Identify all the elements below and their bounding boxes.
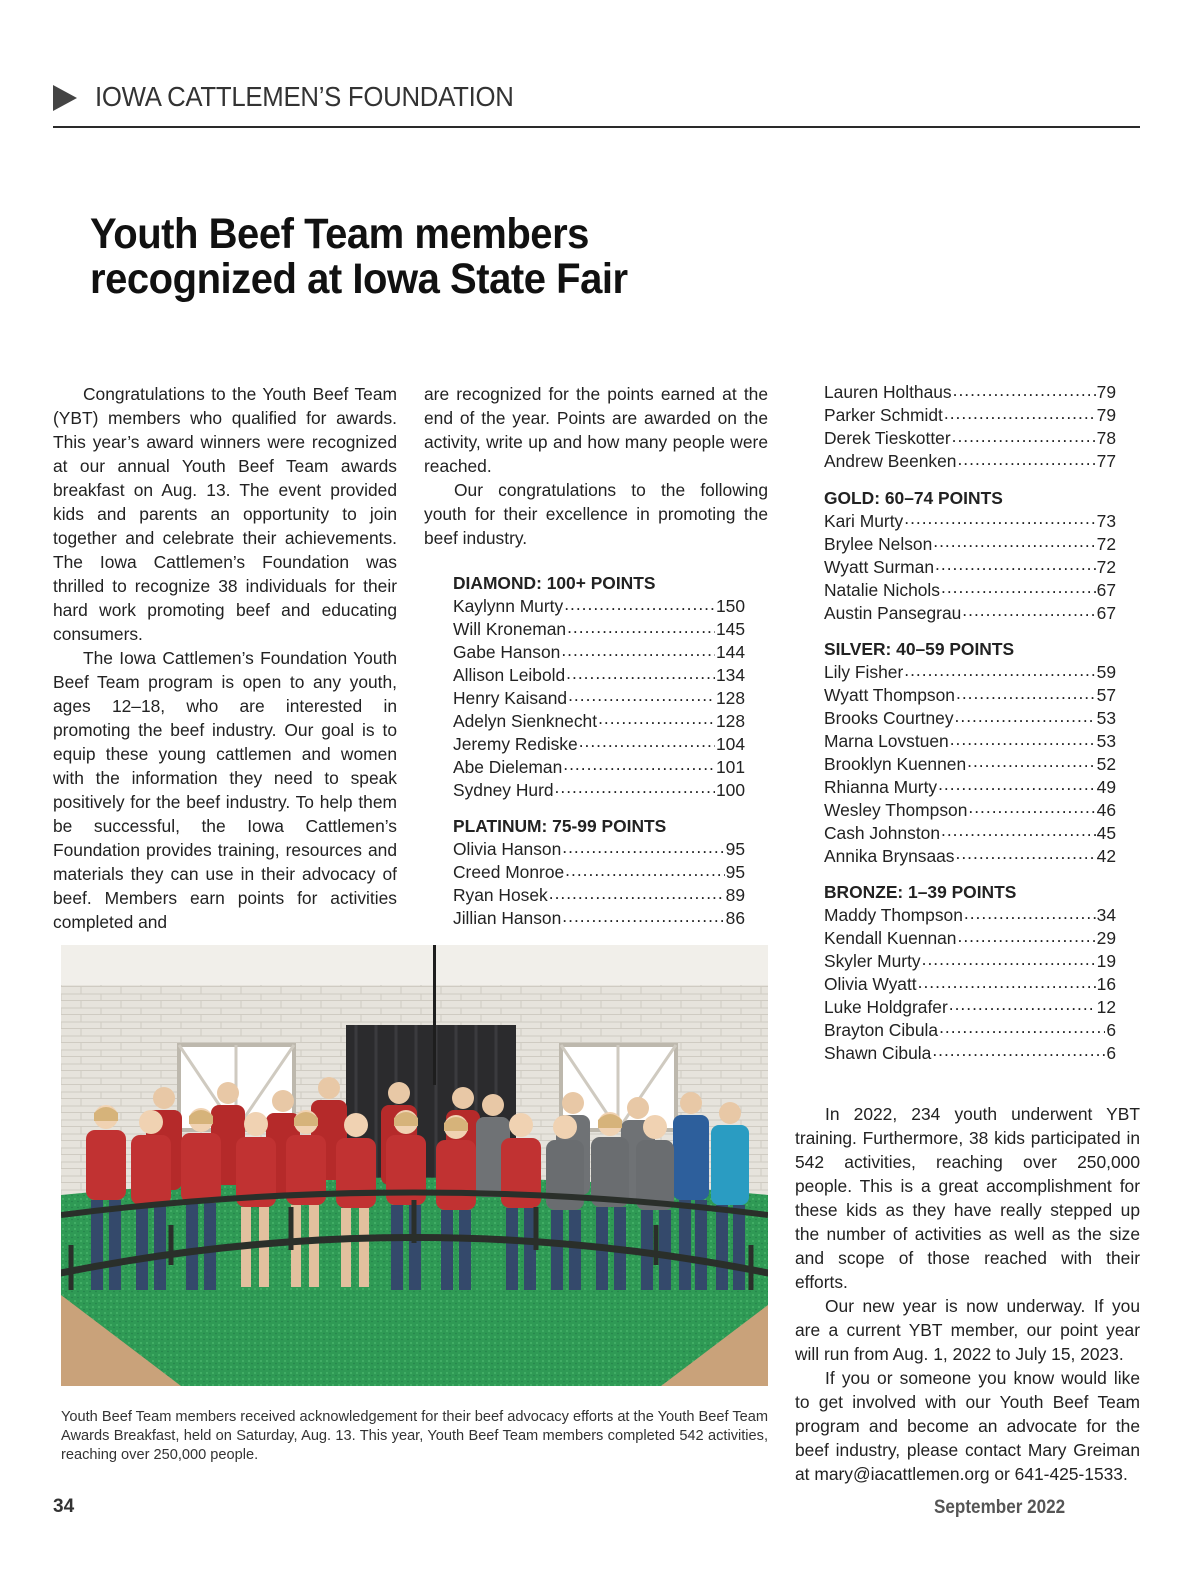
member-name: Wyatt Thompson	[824, 685, 955, 706]
member-name: Brylee Nelson	[824, 533, 933, 554]
award-category-title: DIAMOND: 100+ POINTS	[453, 573, 656, 593]
member-name: Abe Dieleman	[453, 756, 563, 777]
dot-leader	[567, 618, 715, 635]
award-entry	[824, 427, 1116, 450]
award-category-title: PLATINUM: 75-99 POINTS	[453, 816, 667, 837]
dot-leader	[904, 661, 1095, 678]
member-name: Gabe Hanson	[453, 642, 561, 663]
award-category-title: GOLD: 60–74 POINTS	[824, 487, 1003, 508]
award-entry	[824, 730, 1116, 753]
award-entry	[453, 687, 745, 710]
award-entry	[453, 838, 745, 861]
award-list-column-3	[824, 381, 1116, 1064]
member-name: Marna Lovstuen	[824, 731, 949, 752]
member-name: Ryan Hosek	[453, 885, 548, 906]
award-entry	[824, 684, 1116, 707]
award-entry	[824, 798, 1116, 821]
member-name: Natalie Nichols	[824, 579, 940, 600]
group-photo-illustration	[61, 945, 768, 1386]
member-name: Brooks Courtney	[824, 708, 954, 729]
member-points: 53	[1096, 708, 1116, 729]
award-entry	[824, 1018, 1116, 1041]
dot-leader	[904, 510, 1095, 527]
dot-leader	[956, 844, 1096, 861]
member-points: 145	[715, 619, 745, 640]
award-entry	[824, 904, 1116, 927]
dot-leader	[566, 664, 715, 681]
member-points: 128	[715, 687, 745, 708]
member-points: 67	[1096, 579, 1116, 600]
award-entry	[453, 755, 745, 778]
member-name: Maddy Thompson	[824, 905, 963, 926]
member-name: Olivia Hanson	[453, 839, 562, 860]
member-name: Henry Kaisand	[453, 687, 568, 708]
award-entry	[453, 907, 745, 930]
photo-caption: Youth Beef Team members received acknowledgement for their beef advocacy efforts at the Youth Beef Team Awards Breakfast, held on Saturday, Aug. 13. This year, Youth Beef Team members completed 542 activities, reaching over 250,000 people.	[61, 1409, 768, 1463]
member-points: 78	[1096, 428, 1116, 449]
member-name: Shawn Cibula	[824, 1042, 932, 1063]
award-entry	[824, 381, 1116, 404]
gold-list	[824, 510, 1116, 624]
dot-leader	[555, 778, 715, 795]
dot-leader	[949, 996, 1096, 1013]
member-points: 79	[1096, 405, 1116, 426]
award-entry	[824, 844, 1116, 867]
body-paragraph: Congratulations to the Youth Beef Team (YBT) members who qualified for awards. This year’s award winners were recognized at our annual Youth Beef Team awards breakfast on Aug. 13. The event provided kids and parents an opportunity to join together and celebrate their achievements. The Iowa Cattlemen’s Foundation was thrilled to recognize 38 individuals for their hard work promoting beef and educating consumers.	[53, 384, 397, 644]
award-entry	[824, 1041, 1116, 1064]
member-name: Annika Brynsaas	[824, 845, 955, 866]
issue-date: September 2022	[934, 1497, 1066, 1518]
award-entry	[453, 618, 745, 641]
member-points: 29	[1096, 928, 1116, 949]
member-points: 19	[1096, 951, 1116, 972]
body-paragraph: Our congratulations to the following youth for their excellence in promoting the beef industry.	[424, 480, 768, 548]
award-category-title: SILVER: 40–59 POINTS	[824, 639, 1015, 660]
member-points: 150	[715, 596, 745, 617]
award-entry	[824, 601, 1116, 624]
member-name: Kaylynn Murty	[453, 596, 564, 617]
award-entry	[824, 578, 1116, 601]
dot-leader	[565, 861, 724, 878]
dot-leader	[564, 595, 715, 612]
member-points: 53	[1096, 731, 1116, 752]
award-entry	[453, 732, 745, 755]
member-points: 134	[715, 665, 745, 686]
member-name: Derek Tieskotter	[824, 428, 951, 449]
award-entry	[824, 996, 1116, 1019]
member-points: 101	[715, 756, 745, 777]
member-points: 59	[1096, 662, 1116, 683]
body-paragraph: In 2022, 234 youth underwent YBT training. Furthermore, 38 kids participated in 542 activities, reaching over 250,000 people. This is a great accomplishment for these kids as they have really stepped up the number of activities as well as the size and scope of those reached with their efforts.	[795, 1104, 1140, 1292]
member-points: 72	[1096, 533, 1116, 554]
member-name: Rhianna Murty	[824, 776, 938, 797]
dot-leader	[932, 1041, 1105, 1058]
dot-leader	[549, 884, 725, 901]
dot-leader	[968, 798, 1095, 815]
dot-leader	[563, 755, 715, 772]
section-label: IOWA CATTLEMEN’S FOUNDATION	[95, 81, 514, 112]
member-name: Kari Murty	[824, 510, 904, 531]
body-column-2	[424, 382, 768, 550]
award-entry	[824, 775, 1116, 798]
member-name: Jillian Hanson	[453, 908, 562, 929]
member-points: 144	[715, 642, 745, 663]
member-name: Parker Schmidt	[824, 405, 943, 426]
member-name: Andrew Beenken	[824, 451, 957, 472]
dot-leader	[922, 950, 1096, 967]
platinum-list	[453, 838, 745, 930]
member-points: 86	[725, 908, 745, 929]
body-paragraph: If you or someone you know would like to get involved with our Youth Beef Team program and become an advocate for the beef industry, please contact Mary Greiman at mary@iacattlemen.org or 641-425-1533.	[795, 1368, 1140, 1484]
dot-leader	[935, 555, 1096, 572]
award-list-column-2	[453, 571, 745, 930]
member-name: Lily Fisher	[824, 662, 904, 683]
triangle-bullet-icon	[53, 85, 77, 111]
member-points: 67	[1096, 602, 1116, 623]
member-points: 104	[715, 733, 745, 754]
member-name: Cash Johnston	[824, 822, 941, 843]
dot-leader	[953, 381, 1096, 398]
award-entry	[453, 595, 745, 618]
member-points: 128	[715, 710, 745, 731]
member-name: Adelyn Sienknecht	[453, 710, 598, 731]
member-name: Creed Monroe	[453, 862, 565, 883]
body-paragraph: are recognized for the points earned at the end of the year. Points are awarded on the activity, write up and how many people were reached.	[424, 384, 768, 476]
award-entry	[824, 532, 1116, 555]
dot-leader	[957, 927, 1095, 944]
award-entry	[824, 753, 1116, 776]
member-points: 42	[1096, 845, 1116, 866]
dot-leader	[952, 427, 1096, 444]
member-points: 95	[725, 862, 745, 883]
article-headline: Youth Beef Team members recognized at Iowa State Fair	[90, 210, 628, 303]
award-entry	[824, 973, 1116, 996]
section-header	[53, 80, 1140, 128]
member-name: Wesley Thompson	[824, 799, 968, 820]
silver-list	[824, 661, 1116, 867]
award-entry	[824, 450, 1116, 473]
award-entry	[453, 884, 745, 907]
award-entry	[453, 709, 745, 732]
dot-leader	[918, 973, 1096, 990]
member-name: Luke Holdgrafer	[824, 996, 948, 1017]
award-entry	[824, 821, 1116, 844]
award-entry	[453, 641, 745, 664]
award-category-title: BRONZE: 1–39 POINTS	[824, 882, 1017, 903]
award-entry	[453, 778, 745, 801]
dot-leader	[964, 904, 1096, 921]
body-column-3	[795, 1102, 1140, 1486]
dot-leader	[962, 601, 1095, 618]
dot-leader	[955, 707, 1096, 724]
member-name: Will Kroneman	[453, 619, 567, 640]
platinum-list-continued	[824, 381, 1116, 473]
member-points: 95	[725, 839, 745, 860]
member-points: 16	[1096, 974, 1116, 995]
member-name: Brooklyn Kuennen	[824, 753, 967, 774]
dot-leader	[562, 838, 724, 855]
page-number: 34	[53, 1496, 75, 1517]
award-entry	[824, 707, 1116, 730]
dot-leader	[561, 641, 715, 658]
member-points: 12	[1096, 996, 1116, 1017]
member-points: 73	[1096, 510, 1116, 531]
member-points: 34	[1096, 905, 1116, 926]
body-column-1	[53, 382, 397, 934]
bronze-list	[824, 904, 1116, 1064]
dot-leader	[938, 775, 1096, 792]
dot-leader	[941, 578, 1096, 595]
member-points: 52	[1096, 753, 1116, 774]
member-points: 46	[1096, 799, 1116, 820]
award-entry	[453, 861, 745, 884]
member-name: Brayton Cibula	[824, 1019, 939, 1040]
group-photo	[61, 945, 768, 1386]
dot-leader	[579, 732, 715, 749]
award-entry	[824, 510, 1116, 533]
award-entry	[824, 661, 1116, 684]
member-name: Jeremy Rediske	[453, 733, 578, 754]
member-points: 6	[1106, 1019, 1116, 1040]
dot-leader	[950, 730, 1096, 747]
member-points: 57	[1096, 685, 1116, 706]
award-entry	[824, 927, 1116, 950]
member-points: 45	[1096, 822, 1116, 843]
member-name: Austin Pansegrau	[824, 602, 962, 623]
dot-leader	[562, 907, 724, 924]
member-points: 100	[715, 779, 745, 800]
member-points: 6	[1106, 1042, 1116, 1063]
member-points: 77	[1096, 451, 1116, 472]
dot-leader	[944, 404, 1096, 421]
dot-leader	[933, 532, 1095, 549]
dot-leader	[598, 709, 715, 726]
award-entry	[824, 950, 1116, 973]
award-entry	[824, 555, 1116, 578]
member-points: 79	[1096, 382, 1116, 403]
member-name: Allison Leibold	[453, 665, 566, 686]
body-paragraph: Our new year is now underway. If you are a current YBT member, our point year will run from Aug. 1, 2022 to July 15, 2023.	[795, 1296, 1140, 1364]
dot-leader	[967, 753, 1096, 770]
dot-leader	[568, 687, 715, 704]
diamond-list	[453, 595, 745, 801]
body-paragraph: The Iowa Cattlemen’s Foundation Youth Beef Team program is open to any youth, ages 12–18, who are interested in promoting the beef industry. Our goal is to equip these young cattlemen and women with the information they need to speak positively for the beef industry. To help them be successful, the Iowa Cattlemen’s Foundation provides training, resources and materials they can use in their advocacy of beef. Members earn points for activities completed and	[53, 648, 397, 932]
dot-leader	[941, 821, 1096, 838]
dot-leader	[957, 450, 1095, 467]
member-points: 72	[1096, 556, 1116, 577]
member-name: Wyatt Surman	[824, 556, 935, 577]
member-points: 89	[725, 885, 745, 906]
member-name: Olivia Wyatt	[824, 974, 917, 995]
member-name: Lauren Holthaus	[824, 382, 952, 403]
member-name: Sydney Hurd	[453, 779, 554, 800]
dot-leader	[939, 1018, 1105, 1035]
member-name: Skyler Murty	[824, 951, 921, 972]
dot-leader	[956, 684, 1096, 701]
member-points: 49	[1096, 776, 1116, 797]
award-entry	[824, 404, 1116, 427]
award-entry	[453, 664, 745, 687]
member-name: Kendall Kuennan	[824, 928, 957, 949]
